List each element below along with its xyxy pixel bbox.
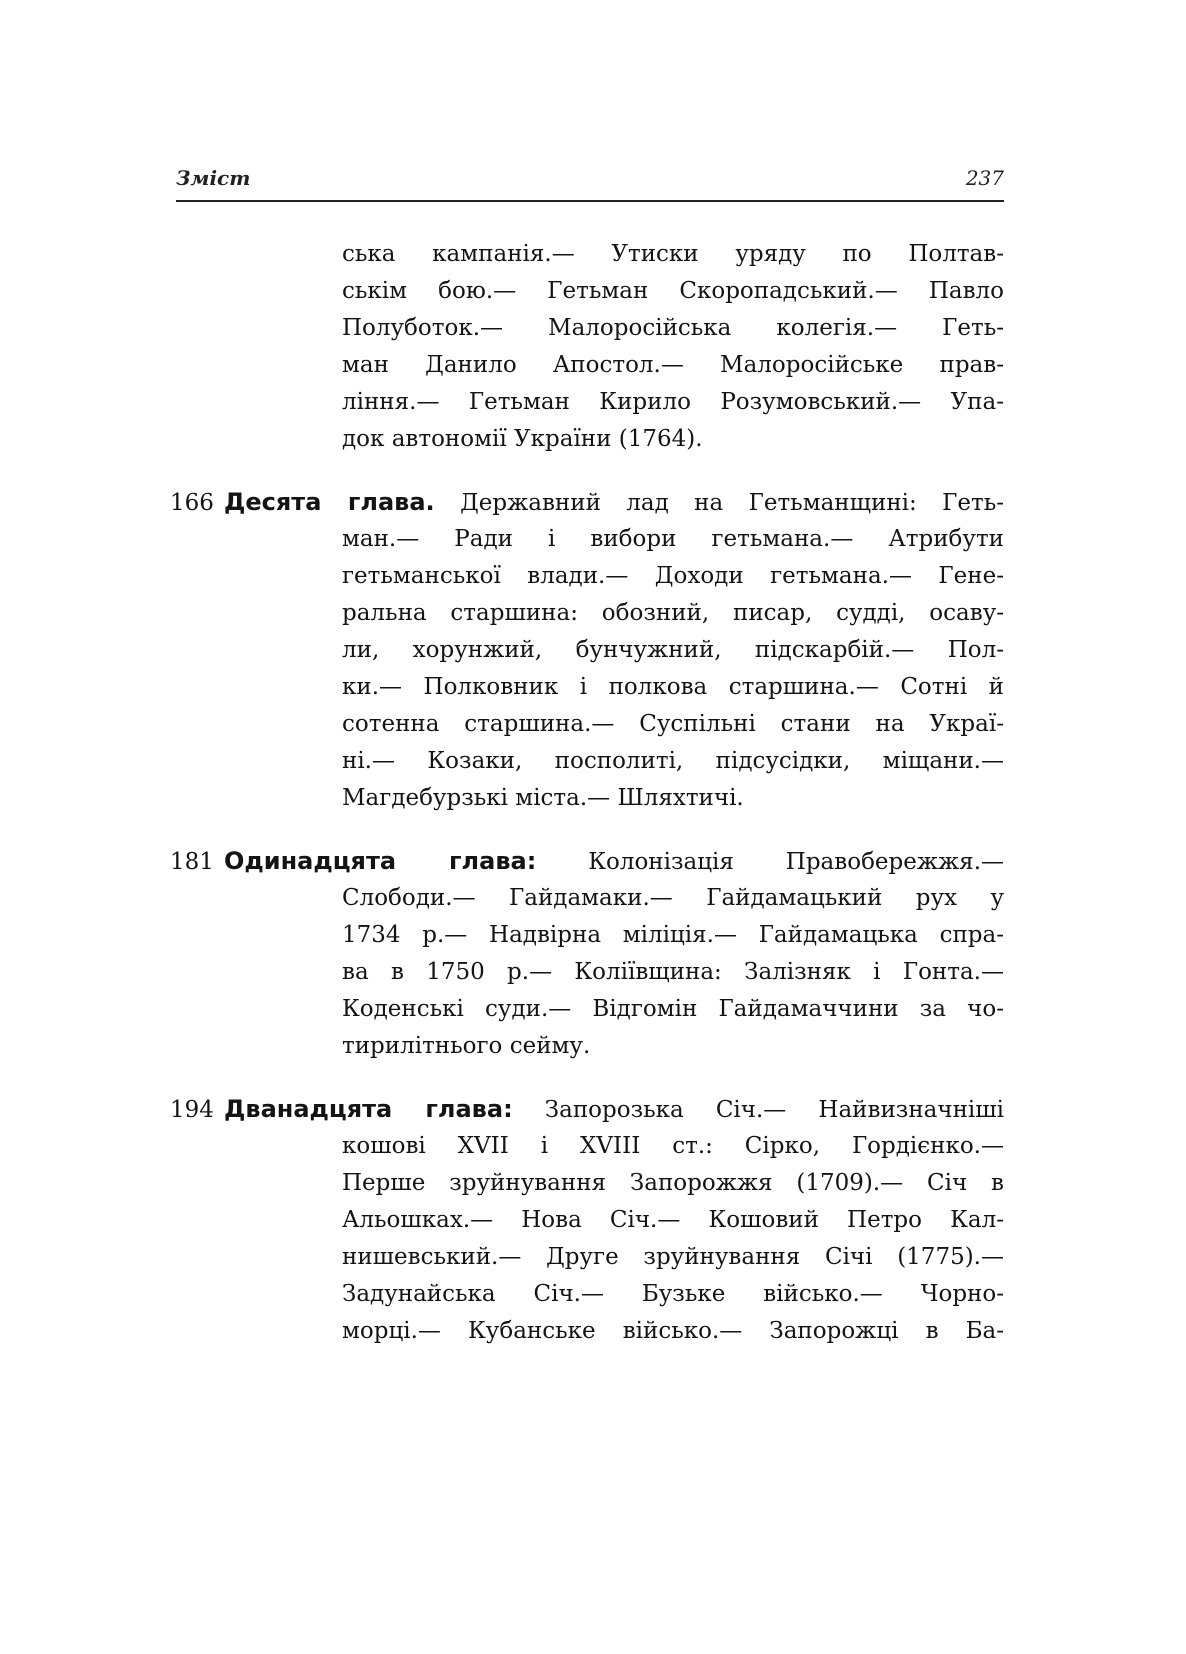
toc-line-text: Запорозька Січ.— Найвизначніші (544, 1097, 1004, 1123)
toc-line: сотенна старшина.— Суспільні стани на Украї- (342, 711, 1004, 737)
chapter-heading: Дванадцята глава: (224, 1095, 513, 1123)
running-title: Зміст (176, 166, 251, 190)
running-header (176, 166, 1004, 202)
chapter-heading: Одинадцята глава: (224, 847, 537, 875)
toc-entry-chapter-12 (170, 1091, 1004, 1350)
toc-line: ська кампанія.— Утиски уряду по Полтав- (342, 241, 1004, 267)
toc-continuation (170, 236, 1004, 458)
toc-line: Альошках.— Нова Січ.— Кошовий Петро Кал- (342, 1207, 1004, 1233)
toc-line: тирилітнього сейму. (342, 1033, 591, 1059)
toc-line: кошові XVII і XVIII ст.: Сірко, Гордієнко.— (342, 1133, 1004, 1159)
toc-line: ва в 1750 р.— Коліївщина: Залізняк і Гонта.— (342, 959, 1004, 985)
toc-line: ки.— Полковник і полкова старшина.— Сотні й (342, 674, 1004, 700)
chapter-heading: Десята глава. (224, 488, 435, 516)
toc-page-number: 194 (170, 1097, 214, 1123)
toc-line: ман.— Ради і вибори гетьмана.— Атрибути (342, 526, 1004, 552)
toc-line: морці.— Кубанське військо.— Запорожці в Ба- (342, 1318, 1004, 1344)
toc-line: Магдебурзькі міста.— Шляхтичі. (342, 785, 744, 811)
toc-page-number: 166 (170, 490, 214, 516)
toc-line: Задунайська Січ.— Бузьке військо.— Чорно- (342, 1281, 1004, 1307)
toc-line: Полуботок.— Малоросійська колегія.— Геть- (342, 315, 1004, 341)
toc-line: ральна старшина: обозний, писар, судді, осаву- (342, 600, 1004, 626)
toc-line-text: Колонізація Правобережжя.— (588, 849, 1004, 875)
toc-line: ман Данило Апостол.— Малоросійське прав- (342, 352, 1004, 378)
toc-line: 1734 р.— Надвірна міліція.— Гайдамацька спра- (342, 922, 1004, 948)
page-number: 237 (965, 166, 1004, 190)
toc-entry-first-line (170, 484, 1004, 521)
table-of-contents (170, 236, 1004, 1376)
toc-page-number: 181 (170, 849, 214, 875)
toc-line: ськім бою.— Гетьман Скоропадський.— Павло (342, 278, 1004, 304)
toc-line: Перше зруйнування Запорожжя (1709).— Січ в (342, 1170, 1004, 1196)
toc-entry-first-line (170, 1091, 1004, 1128)
toc-entry-first-line (170, 843, 1004, 880)
toc-line: Слободи.— Гайдамаки.— Гайдамацький рух у (342, 885, 1004, 911)
toc-line: ління.— Гетьман Кирило Розумовський.— Упа- (342, 389, 1004, 415)
toc-entry-chapter-10 (170, 484, 1004, 817)
toc-line: гетьманської влади.— Доходи гетьмана.— Гене- (342, 563, 1004, 589)
toc-line: ні.— Козаки, посполиті, підсусідки, міщани.— (342, 748, 1004, 774)
toc-line-text: Державний лад на Гетьманщині: Геть- (460, 490, 1005, 516)
toc-line: нишевський.— Друге зруйнування Січі (1775).— (342, 1244, 1004, 1270)
toc-entry-chapter-11 (170, 843, 1004, 1065)
toc-line: Коденські суди.— Відгомін Гайдамаччини за чо- (342, 996, 1004, 1022)
toc-line: ли, хорунжий, бунчужний, підскарбій.— Пол- (342, 637, 1004, 663)
toc-line: док автономії України (1764). (342, 426, 703, 452)
